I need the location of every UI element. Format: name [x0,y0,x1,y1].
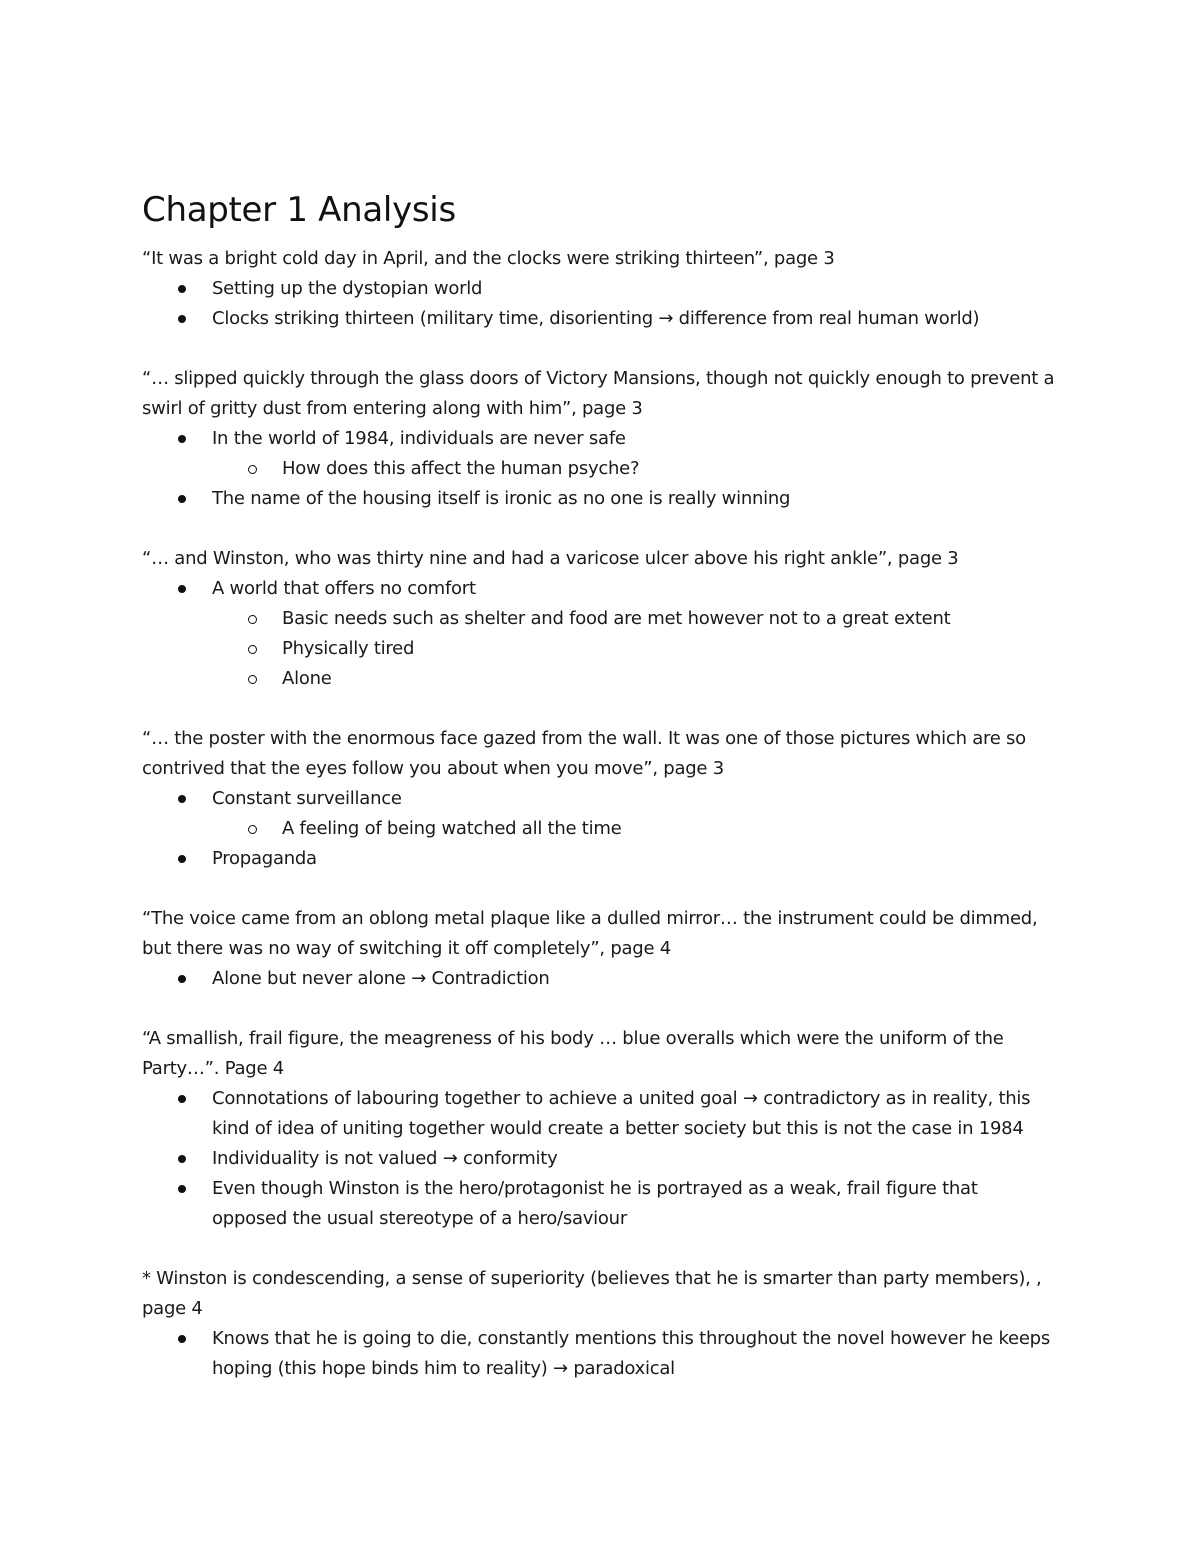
bullet-text: Basic needs such as shelter and food are met however not to a great extent [282,608,951,629]
bullet-item [142,964,1057,994]
analysis-list [142,964,1057,994]
quote-text: “The voice came from an oblong metal plaque like a dulled mirror… the instrument could be dimmed, but there was no way of switching it off completely”, page 4 [142,908,1038,959]
quote-text: “It was a bright cold day in April, and the clocks were striking thirteen”, page 3 [142,248,835,269]
bullet-item [142,1144,1057,1174]
analysis-list [142,1084,1057,1234]
bullet-item [142,274,1057,304]
bullet-text: A world that offers no comfort [212,578,476,599]
bullet-item [142,484,1057,514]
bullet-text: Even though Winston is the hero/protagonist he is portrayed as a weak, frail figure that opposed the usual stereotype of a hero/saviour [212,1178,978,1229]
sub-bullet-item [142,604,1057,634]
bullet-text: How does this affect the human psyche? [282,458,640,479]
bullet-text: Connotations of labouring together to achieve a united goal → contradictory as in reality, this kind of idea of uniting together would create a better society but this is not the case in 1984 [212,1088,1031,1139]
quote-section [142,364,1057,514]
bullet-text: Physically tired [282,638,415,659]
analysis-list [142,274,1057,334]
bullet-text: Alone but never alone → Contradiction [212,968,550,989]
bullet-item [142,1174,1057,1234]
quote-text: * Winston is condescending, a sense of superiority (believes that he is smarter than party members), , page 4 [142,1268,1042,1319]
analysis-list [142,784,1057,874]
quote-text: “… and Winston, who was thirty nine and had a varicose ulcer above his right ankle”, page 3 [142,548,959,569]
bullet-item [142,1324,1057,1384]
quote-section [142,544,1057,694]
analysis-list [142,1324,1057,1384]
bullet-text: The name of the housing itself is ironic as no one is really winning [212,488,791,509]
analysis-list [142,574,1057,694]
sub-bullet-item [142,454,1057,484]
bullet-item [142,1084,1057,1144]
quote-section [142,724,1057,874]
bullet-text: Alone [282,668,332,689]
bullet-text: Individuality is not valued → conformity [212,1148,558,1169]
bullet-text: Constant surveillance [212,788,402,809]
quote-section [142,244,1057,334]
bullet-item [142,784,1057,814]
quote-text: “… slipped quickly through the glass doors of Victory Mansions, though not quickly enough to prevent a swirl of gritty dust from entering along with him”, page 3 [142,368,1055,419]
sub-bullet-item [142,814,1057,844]
bullet-text: In the world of 1984, individuals are never safe [212,428,626,449]
quote-section [142,904,1057,994]
bullet-text: Propaganda [212,848,317,869]
bullet-item [142,574,1057,604]
sub-bullet-item [142,634,1057,664]
bullet-text: Clocks striking thirteen (military time, disorienting → difference from real human world) [212,308,980,329]
bullet-item [142,844,1057,874]
document-page [142,188,1057,1414]
quote-text: “A smallish, frail figure, the meagreness of his body … blue overalls which were the uniform of the Party…”. Page 4 [142,1028,1004,1079]
bullet-text: A feeling of being watched all the time [282,818,622,839]
analysis-list [142,424,1057,514]
sub-bullet-item [142,664,1057,694]
bullet-text: Setting up the dystopian world [212,278,483,299]
bullet-item [142,304,1057,334]
quote-section [142,1264,1057,1384]
bullet-item [142,424,1057,454]
quote-section [142,1024,1057,1234]
page-title: Chapter 1 Analysis [142,190,456,230]
bullet-text: Knows that he is going to die, constantly mentions this throughout the novel however he keeps hoping (this hope binds him to reality) → paradoxical [212,1328,1050,1379]
quote-text: “… the poster with the enormous face gazed from the wall. It was one of those pictures which are so contrived that the eyes follow you about when you move”, page 3 [142,728,1026,779]
sections-container [142,244,1057,1384]
